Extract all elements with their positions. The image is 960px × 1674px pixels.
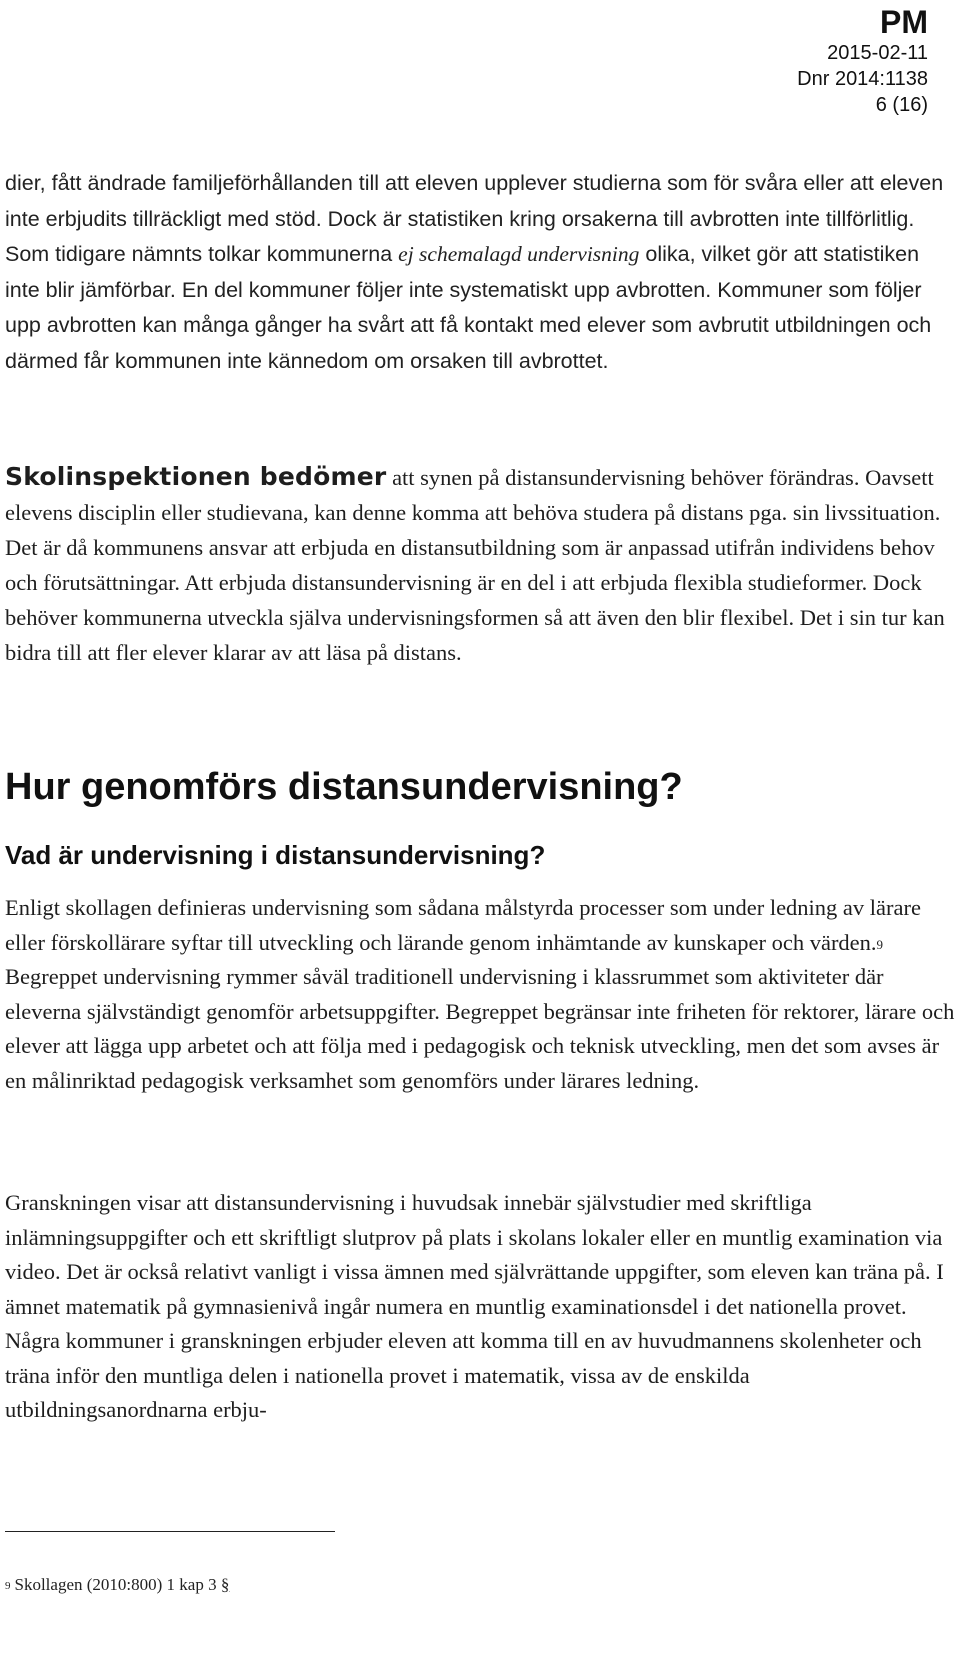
doc-type-label: PM [880,4,928,40]
doc-dnr: Dnr 2014:1138 [797,68,928,90]
paragraph-definition [5,891,955,1098]
paragraph-assessment [5,459,955,670]
footnote-text: Skollagen (2010:800) 1 kap 3 [14,1575,221,1594]
footnote-divider [5,1531,335,1532]
paragraph-text: olika, vilket gör att statistiken inte blir jämförbar. En del kommuner följer inte systematiskt upp avbrotten. Kommuner som följer upp avbrotten kan många gånger ha svårt att få kontakt med elever som avbrutit utbildningen och därmed får kommunen inte kännedom om orsaken till avbrottet. [5,242,932,373]
doc-date: 2015-02-11 [827,42,928,64]
paragraph-text: Begreppet undervisning rymmer såväl traditionell undervisning i klassrummet som aktiviteter där eleverna självständigt genomför arbetsuppgifter. Begreppet begränsar inte friheten för rektorer, lärare och elever att lägga upp arbetet och att följa med i pedagogisk och teknisk utveckling, men det som avses är en målinriktad pedagogisk verksamhet som genomförs under lärares ledning. [5,964,955,1093]
footnote-number: 9 [5,1580,11,1592]
paragraph-review-findings [5,1186,955,1428]
assessment-lead: Skolinspektionen bedömer [5,462,387,491]
footnote-reference[interactable]: 9 [876,936,884,952]
footnote-link[interactable]: § [220,1575,230,1594]
paragraph-text: att synen på distansundervisning behöver förändras. Oavsett elevens disciplin eller studievana, kan denne komma att behöva studera på distans pga. sin livssituation. Det är då kommunens ansvar att erbjuda en distansutbildning som är anpassad utifrån individens behov och förutsättningar. Att erbjuda distansundervisning är en del i att erbjuda flexibla studieformer. Dock behöver kommunerna utveckla själva undervisningsformen så att även den blir flexibel. Det i sin tur kan bidra till att fler elever klarar av att läsa på distans. [5,465,945,665]
paragraph-text: Enligt skollagen definieras undervisning som sådana målstyrda processer som under ledning av lärare eller förskollärare syftar till utveckling och lärande genom inhämtande av kunskaper och värden. [5,895,921,955]
footnote [5,1574,229,1596]
paragraph-text: dier, fått ändrade familjeförhållanden till att eleven upplever studierna som för svåra eller att eleven inte erbjudits tillräckligt med stöd. Dock är statistiken kring orsakerna till avbrotten inte tillförlitlig. Som tidigare nämnts tolkar kommunerna [5,171,944,266]
page-header [797,4,928,118]
section-heading: Hur genomförs distansundervisning? [5,766,683,808]
subsection-heading: Vad är undervisning i distansundervisning? [5,840,546,870]
paragraph-text: Granskningen visar att distansundervisning i huvudsak innebär självstudier med skriftliga inlämningsuppgifter och ett skriftligt slutprov på plats i skolans lokaler eller en muntlig examination via video. Det är också relativt vanligt i vissa ämnen med självrättande uppgifter, som eleven kan träna på. I ämnet matematik på gymnasienivå ingår numera en muntlig examinationsdel i det nationella provet. Några kommuner i granskningen erbjuder eleven att komma till en av huvudmannens skolenheter och träna inför den muntliga delen i nationella provet i matematik, vissa av de enskilda utbildningsanordnarna erbju- [5,1190,944,1422]
italic-term: ej schemalagd undervisning [398,242,640,266]
paragraph-dropout-statistics [5,166,955,379]
page-number: 6 (16) [875,94,928,116]
